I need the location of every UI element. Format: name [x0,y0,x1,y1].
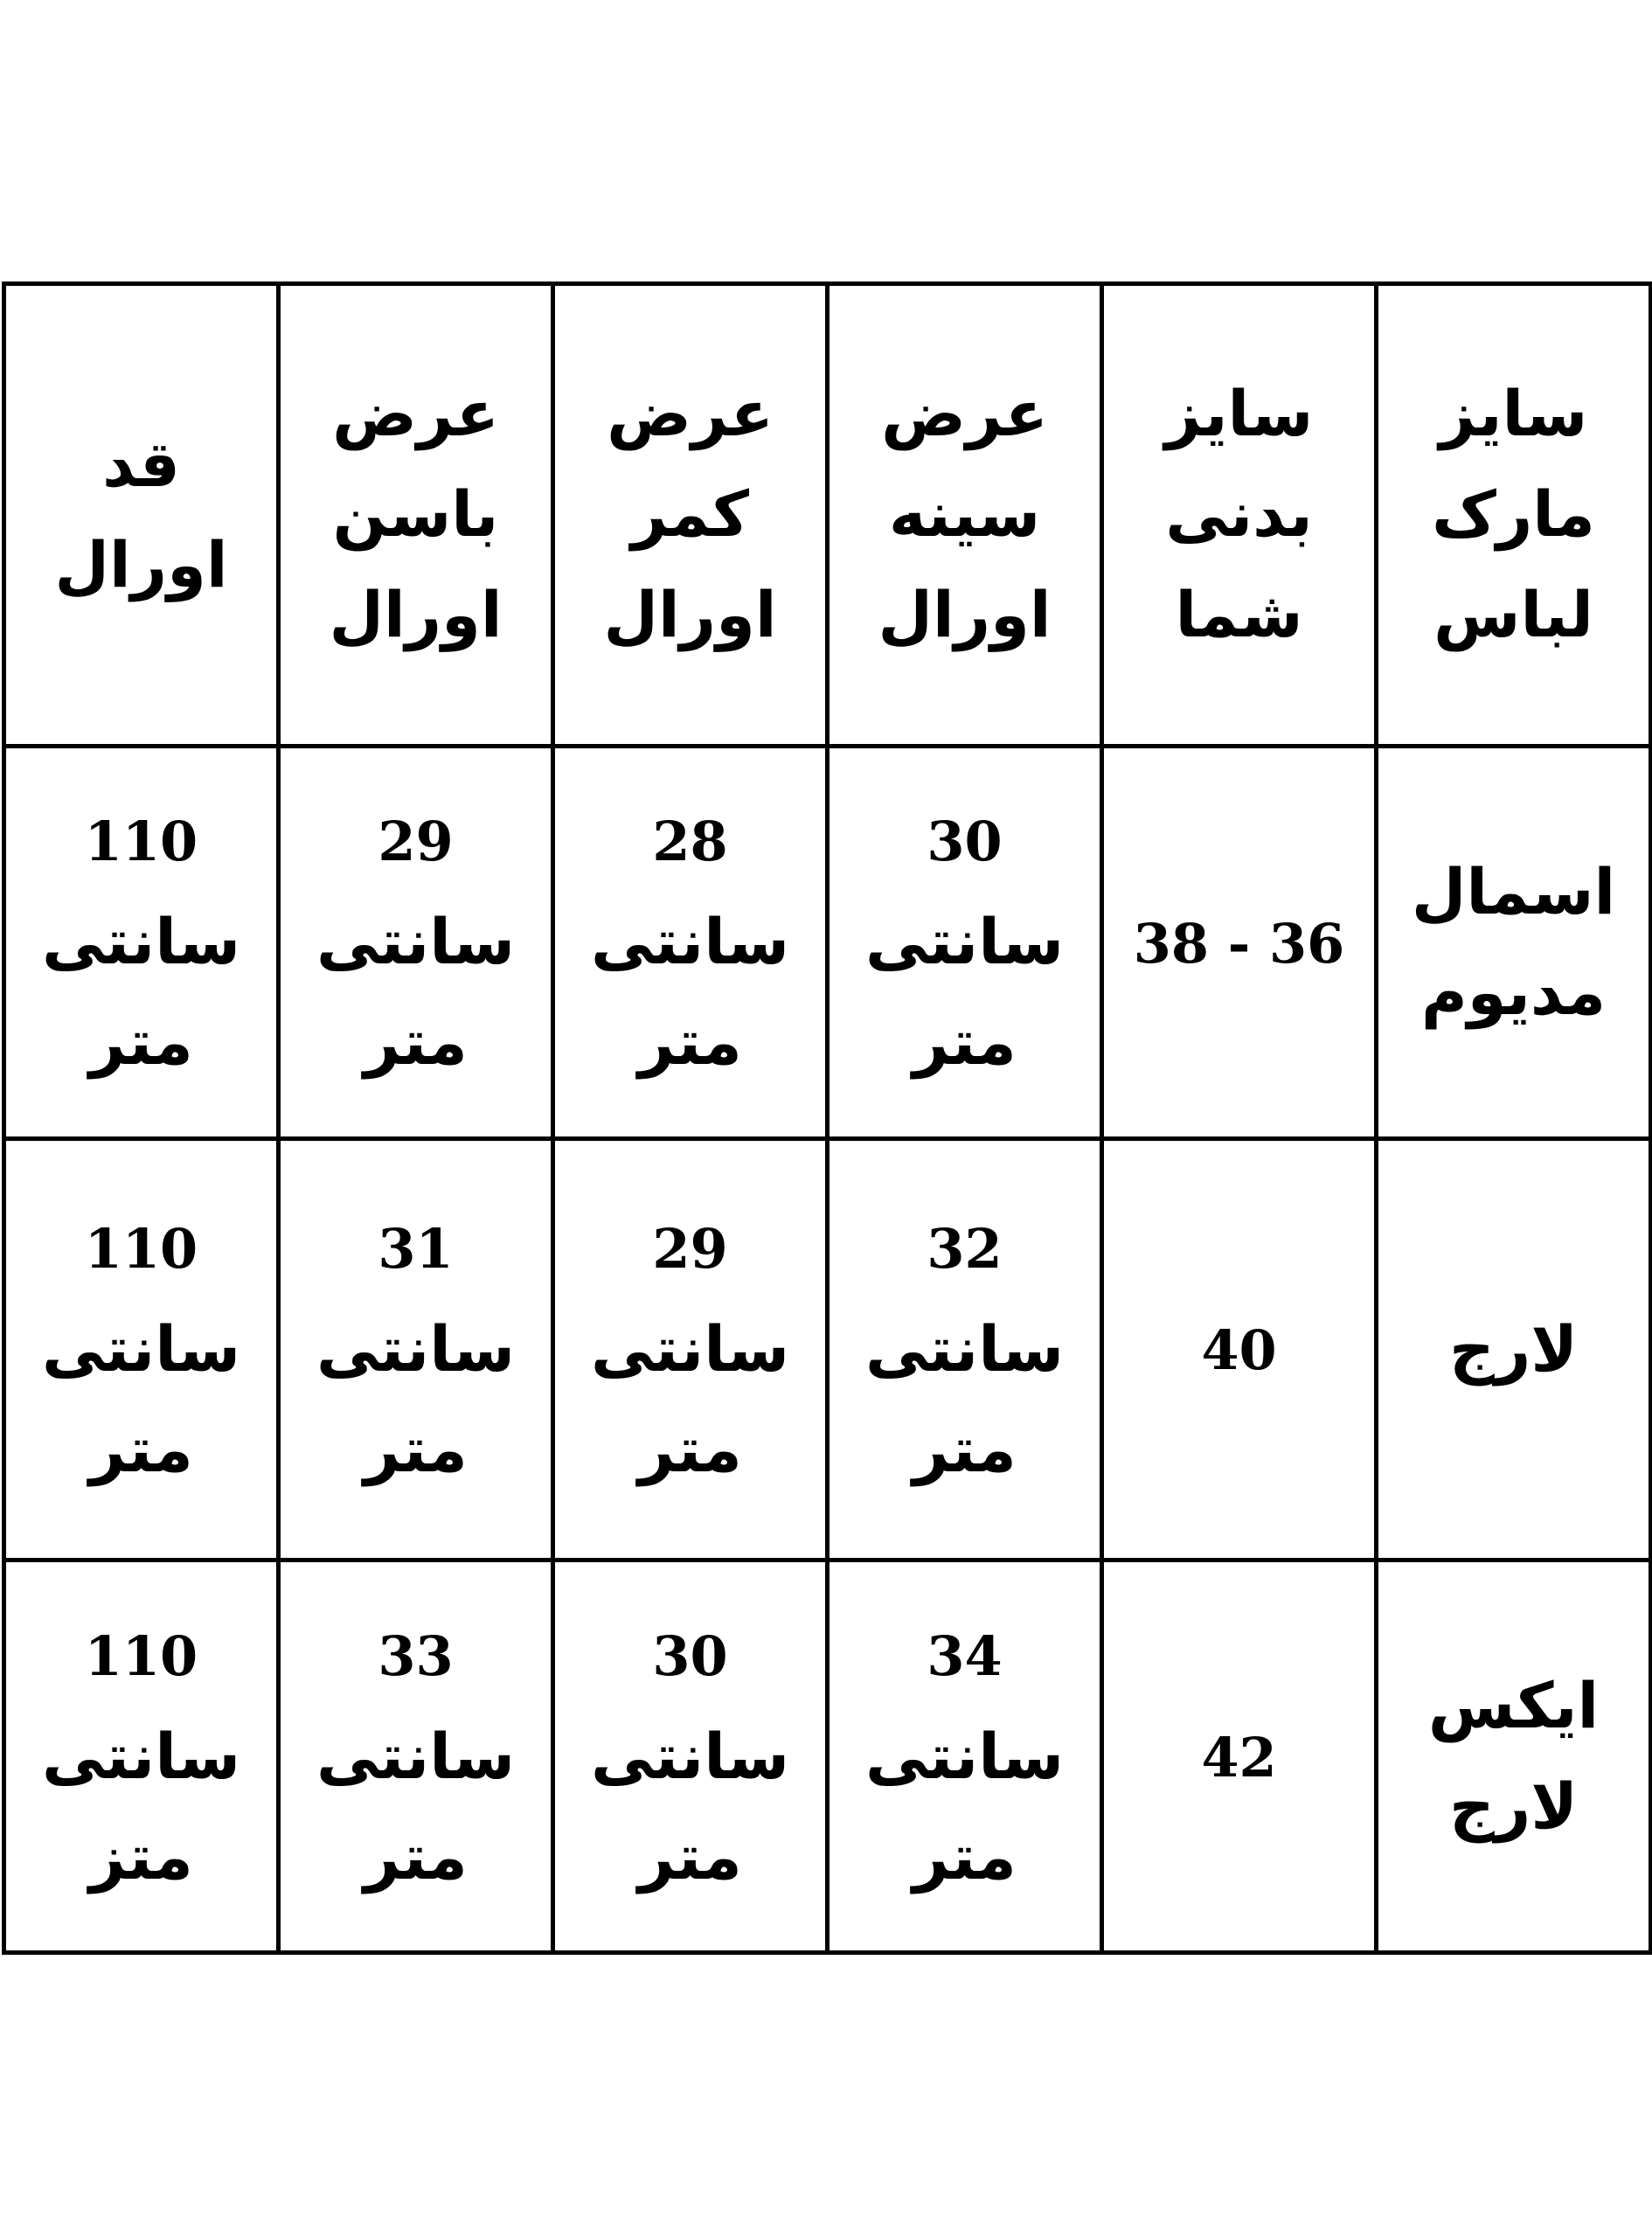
cell-body-size: 42 [1102,1560,1377,1953]
cell-waist-width: 28 سانتی متر [553,746,828,1138]
header-row [4,284,1651,747]
header-chest-width: عرض سینه اورال [828,284,1102,747]
cell-chest-width: 34 سانتی متر [828,1560,1102,1953]
cell-body-size: 38 - 36 [1102,746,1377,1138]
header-body-size: سایز بدنی شما [1102,284,1377,747]
cell-brand-size: لارج [1377,1138,1651,1560]
cell-length: 110 سانتی متر [4,746,279,1138]
cell-hip-width: 31 سانتی متر [279,1138,553,1560]
header-hip-width: عرض باسن اورال [279,284,553,747]
table-row [4,1138,1651,1560]
cell-brand-size: اسمال مدیوم [1377,746,1651,1138]
cell-length: 110 سانتی متر [4,1138,279,1560]
cell-waist-width: 29 سانتی متر [553,1138,828,1560]
cell-waist-width: 30 سانتی متر [553,1560,828,1953]
cell-brand-size: ایکس لارج [1377,1560,1651,1953]
cell-body-size: 40 [1102,1138,1377,1560]
cell-length: 110 سانتی متز [4,1560,279,1953]
header-waist-width: عرض کمر اورال [553,284,828,747]
table-row [4,1560,1651,1953]
size-chart-table [2,281,1652,1955]
cell-chest-width: 30 سانتی متر [828,746,1102,1138]
header-length: قد اورال [4,284,279,747]
cell-hip-width: 29 سانتی متر [279,746,553,1138]
header-brand-size: سایز مارک لباس [1377,284,1651,747]
table-row [4,746,1651,1138]
cell-chest-width: 32 سانتی متر [828,1138,1102,1560]
cell-hip-width: 33 سانتی متر [279,1560,553,1953]
